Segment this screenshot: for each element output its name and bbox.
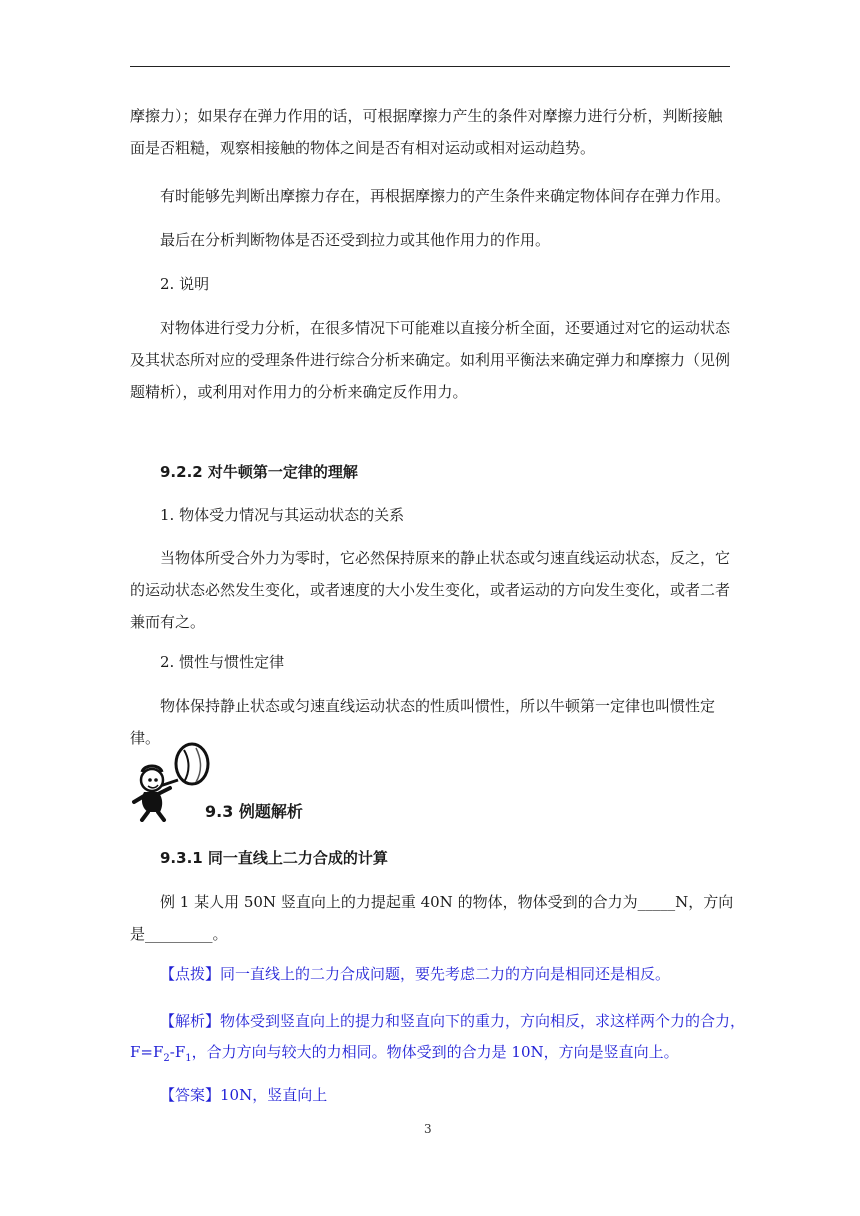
heading-9-3-1: 9.3.1 同一直线上二力合成的计算 bbox=[160, 849, 388, 867]
paragraph-6: 物体保持静止状态或匀速直线运动状态的性质叫惯性，所以牛顿第一定律也叫惯性定律。 bbox=[130, 697, 716, 747]
analysis-line-1: 【解析】物体受到竖直向上的提力和竖直向下的重力，方向相反，求这样两个力的合力， bbox=[160, 1012, 746, 1030]
subscript-1: 1 bbox=[185, 1053, 192, 1064]
formula-f: F=F bbox=[130, 1043, 164, 1061]
paragraph-5: 当物体所受合外力为零时，它必然保持原来的静止状态或匀速直线运动状态，反之，它的运动状态必然发生变化，或者速度的大小发生变化，或者运动的方向发生变化，或者二者兼而有之。 bbox=[130, 549, 731, 631]
paragraph-1: 摩擦力）；如果存在弹力作用的话，可根据摩擦力产生的条件对摩擦力进行分析，判断接触面是否粗糙，观察相接触的物体之间是否有相对运动或相对运动趋势。 bbox=[130, 107, 723, 157]
tip-text: 【点拨】同一直线上的二力合成问题，要先考虑二力的方向是相同还是相反。 bbox=[160, 965, 671, 983]
paragraph-3: 最后在分析判断物体是否还受到拉力或其他作用力的作用。 bbox=[160, 231, 551, 249]
paragraph-2: 有时能够先判断出摩擦力存在，再根据摩擦力的产生条件来确定物体间存在弹力作用。 bbox=[160, 187, 731, 205]
answer-text: 【答案】10N，竖直向上 bbox=[160, 1086, 328, 1104]
analysis-line-2 bbox=[130, 1040, 679, 1071]
page-number: 3 bbox=[424, 1122, 432, 1136]
example-1: 例 1 某人用 50N 竖直向上的力提起重 40N 的物体，物体受到的合力为_____N，方向是_________。 bbox=[130, 893, 734, 943]
mascot-icon bbox=[130, 742, 212, 822]
item-2b-title: 2. 惯性与惯性定律 bbox=[160, 653, 285, 671]
formula-minus: -F bbox=[169, 1043, 186, 1061]
analysis-rest: ，合力方向与较大的力相同。物体受到的合力是 10N，方向是竖直向上。 bbox=[191, 1043, 679, 1061]
header-rule bbox=[130, 66, 730, 67]
item-2-title: 2. 说明 bbox=[160, 275, 210, 293]
paragraph-4: 对物体进行受力分析，在很多情况下可能难以直接分析全面，还要通过对它的运动状态及其状态所对应的受理条件进行综合分析来确定。如利用平衡法来确定弹力和摩擦力（见例题精析），或利用对作用力的分析来确定反作用力。 bbox=[130, 319, 731, 401]
heading-9-2-2: 9.2.2 对牛顿第一定律的理解 bbox=[160, 463, 358, 481]
subscript-2: 2 bbox=[163, 1053, 170, 1064]
item-1-title: 1. 物体受力情况与其运动状态的关系 bbox=[160, 506, 405, 524]
section-title-9-3: 9.3 例题解析 bbox=[205, 802, 303, 821]
